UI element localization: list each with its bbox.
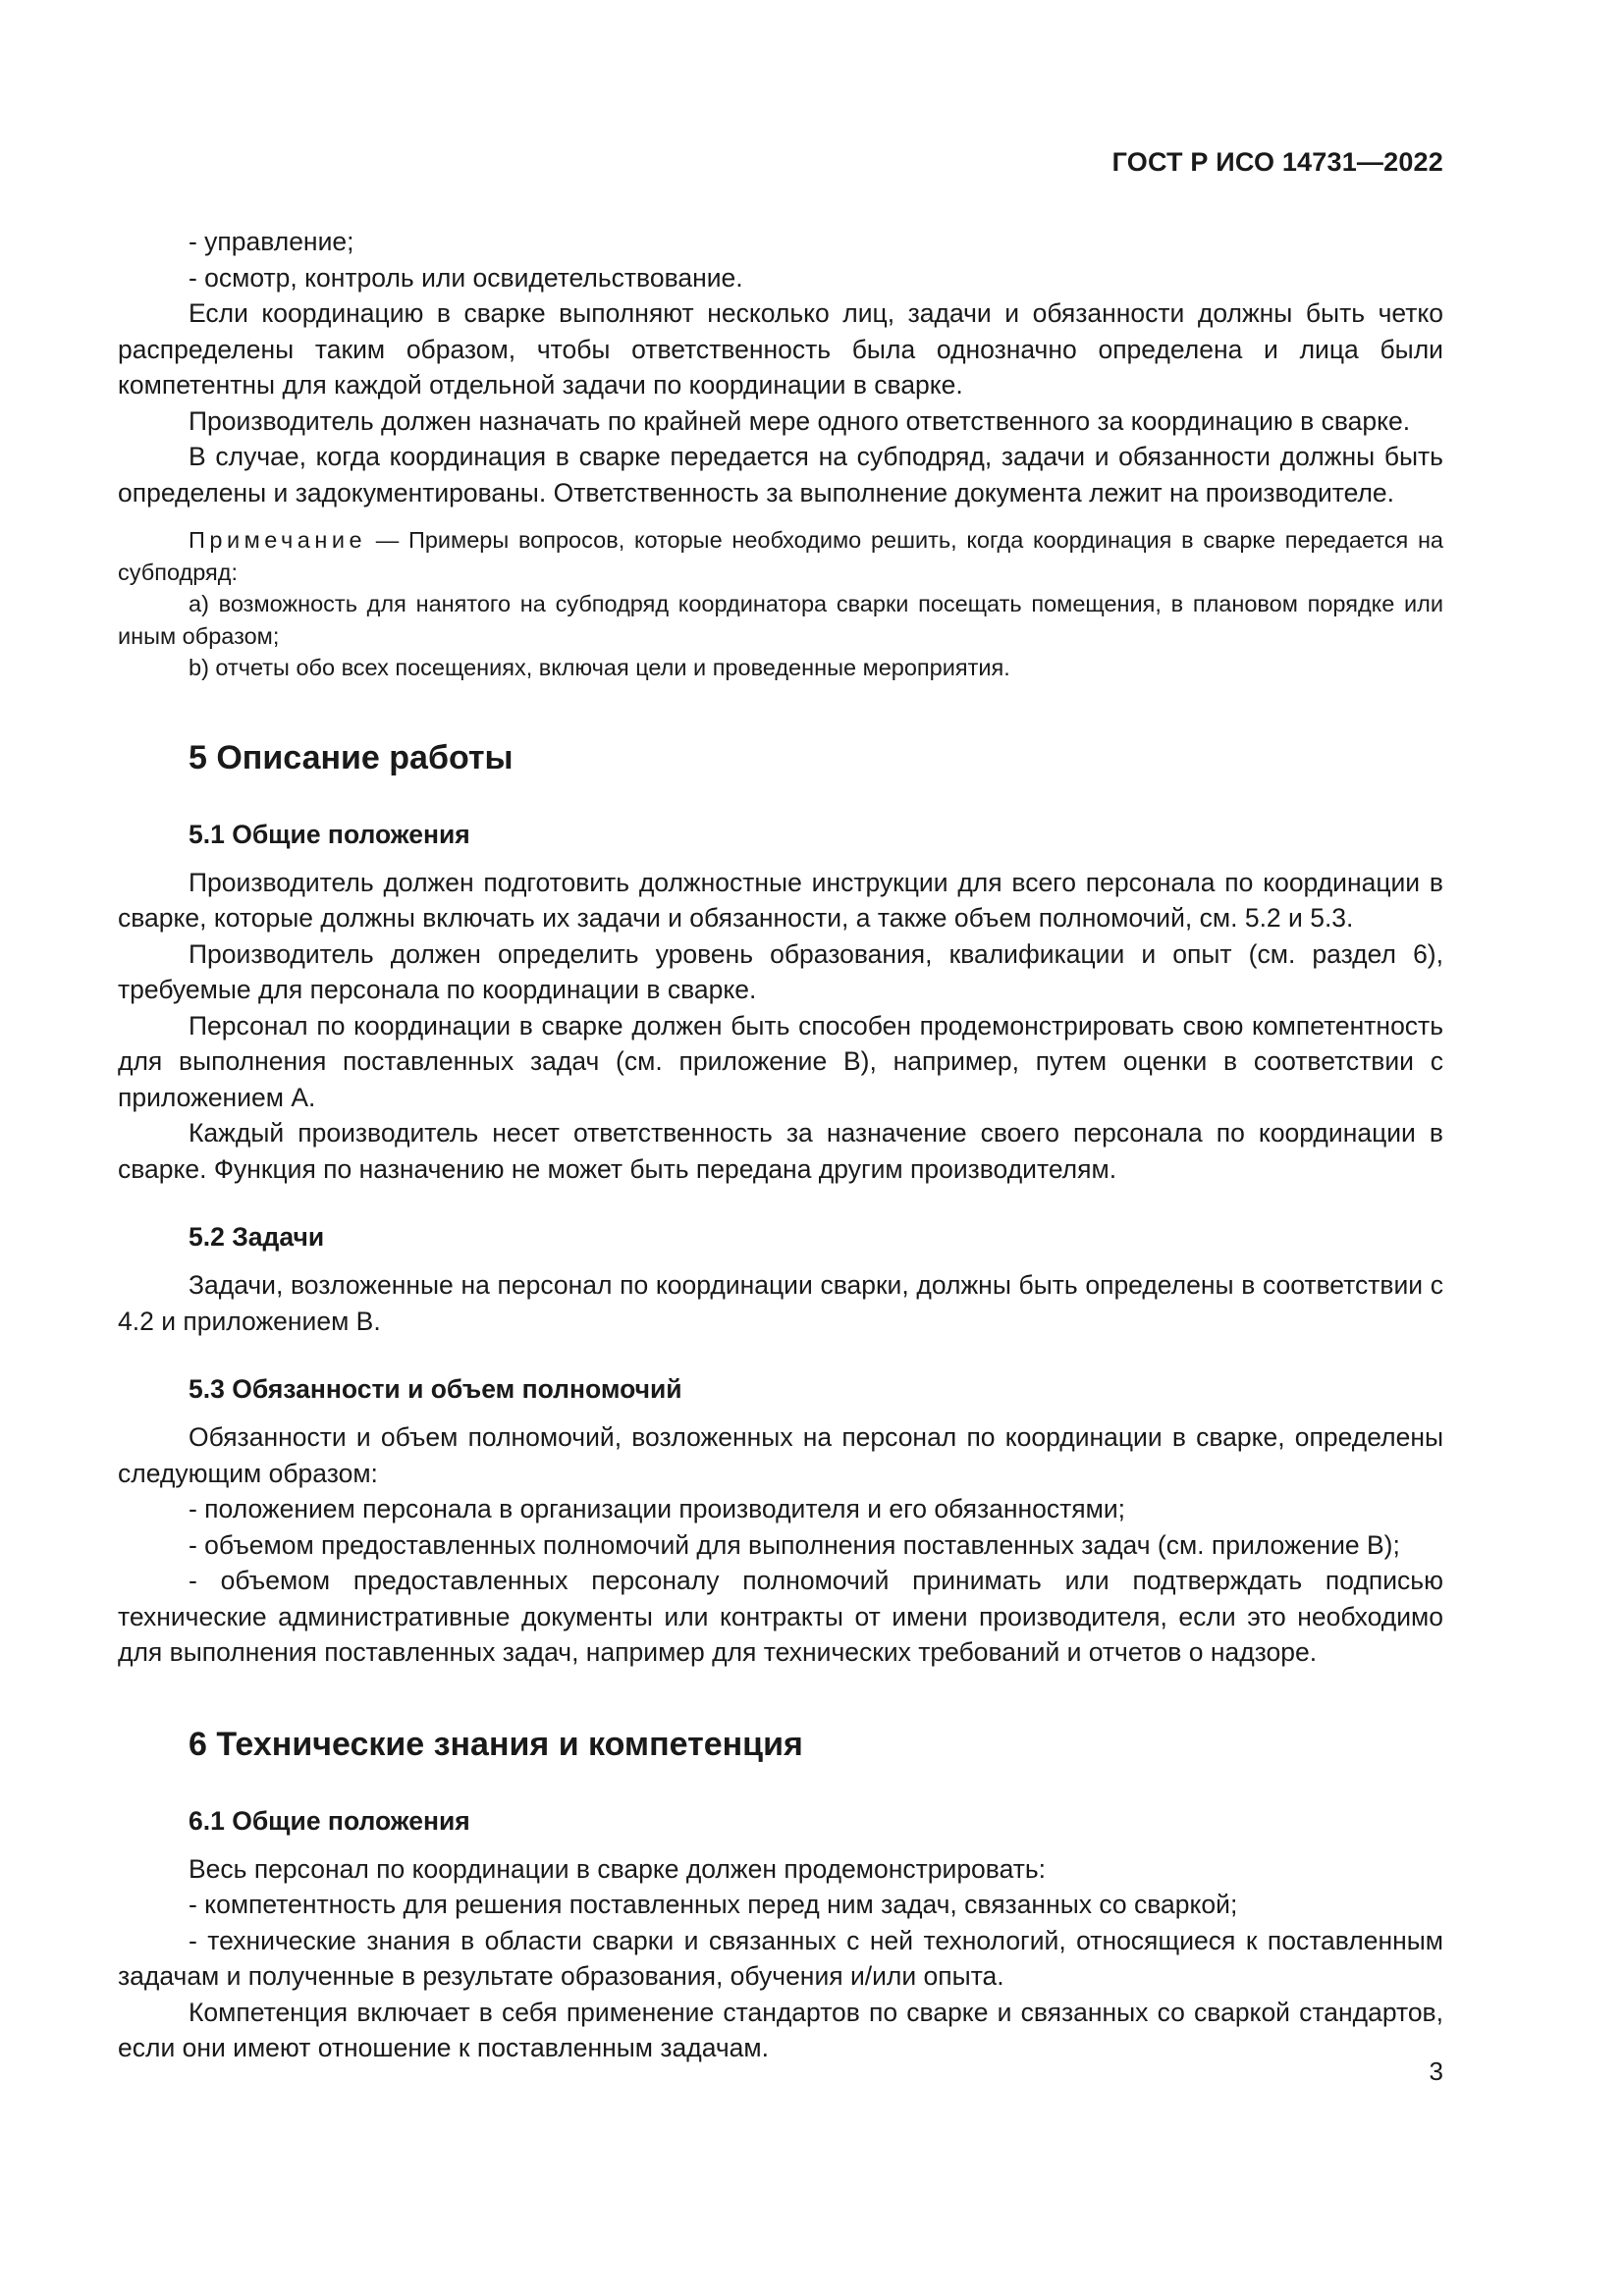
paragraph: Весь персонал по координации в сварке должен продемонстрировать:	[189, 1853, 1047, 1884]
list-item: - осмотр, контроль или освидетельствование.	[189, 262, 743, 293]
list-item: - управление;	[189, 227, 354, 256]
subsection-heading: 5.3 Обязанности и объем полномочий	[189, 1374, 682, 1404]
subsection-heading: 6.1 Общие положения	[189, 1805, 470, 1836]
page-number: 3	[1429, 2056, 1443, 2086]
note-block	[118, 524, 1443, 684]
note-label: Примечание	[189, 527, 367, 553]
list-item: - объемом предоставленных полномочий для выполнения поставленных задач (см. приложение В);	[189, 1529, 1400, 1560]
note-item: b) отчеты обо всех посещениях, включая цели и проведенные мероприятия.	[189, 655, 1010, 680]
section-heading: 6 Технические знания и компетенция	[189, 1725, 803, 1763]
subsection-heading: 5.2 Задачи	[189, 1222, 325, 1252]
list-item: - объемом предоставленных персоналу полномочий принимать или подтверждать подписью технические административные документы или контракты от имени производителя, если это необходимо для выполнения поставленных задач, например для технических требований и отчетов о надзоре.	[118, 1566, 1443, 1667]
section-heading: 5 Описание работы	[189, 738, 514, 776]
paragraph: Производитель должен определить уровень образования, квалификации и опыт (см. раздел 6), требуемые для персонала по координации в сварке.	[118, 938, 1443, 1004]
paragraph: Производитель должен назначать по крайней мере одного ответственного за координацию в сварке.	[189, 405, 1411, 436]
paragraph: Если координацию в сварке выполняют несколько лиц, задачи и обязанности должны быть четко распределены таким образом, чтобы ответственность была однозначно определена и лица были компетентны для каждой отдельной задачи по координации в сварке.	[118, 298, 1443, 400]
paragraph: Персонал по координации в сварке должен быть способен продемонстрировать свою компетентность для выполнения поставленных задач (см. приложение В), например, путем оценки в соответствии с приложением А.	[118, 1010, 1443, 1112]
document-code: ГОСТ Р ИСО 14731—2022	[1111, 147, 1443, 177]
note-paragraph	[118, 524, 1443, 588]
list-item: - технические знания в области сварки и связанных с ней технологий, относящиеся к поставленным задачам и полученные в результате образования, обучения и/или опыта.	[118, 1925, 1443, 1991]
page-content	[118, 224, 1443, 2066]
paragraph: Производитель должен подготовить должностные инструкции для всего персонала по координации в сварке, которые должны включать их задачи и обязанности, а также объем полномочий, см. 5.2 и 5.3.	[118, 867, 1443, 933]
paragraph: Задачи, возложенные на персонал по координации сварки, должны быть определены в соответствии с 4.2 и приложением В.	[118, 1270, 1443, 1336]
note-item: а) возможность для нанятого на субподряд координатора сварки посещать помещения, в плановом порядке или иным образом;	[118, 591, 1443, 649]
list-item: - положением персонала в организации производителя и его обязанностями;	[189, 1494, 1126, 1523]
paragraph: Обязанности и объем полномочий, возложенных на персонал по координации в сварке, определены следующим образом:	[118, 1422, 1443, 1488]
paragraph: В случае, когда координация в сварке передается на субподряд, задачи и обязанности должны быть определены и задокументированы. Ответственность за выполнение документа лежит на производителе.	[118, 442, 1443, 507]
paragraph: Компетенция включает в себя применение стандартов по сварке и связанных со сваркой стандартов, если они имеют отношение к поставленным задачам.	[118, 1997, 1443, 2062]
paragraph: Каждый производитель несет ответственность за назначение своего персонала по координации в сварке. Функция по назначению не может быть передана другим производителям.	[118, 1118, 1443, 1184]
note-text: — Примеры вопросов, которые необходимо решить, когда координация в сварке передается на субподряд:	[118, 527, 1443, 585]
subsection-heading: 5.1 Общие положения	[189, 819, 470, 849]
list-item: - компетентность для решения поставленных перед ним задач, связанных со сваркой;	[189, 1890, 1238, 1919]
